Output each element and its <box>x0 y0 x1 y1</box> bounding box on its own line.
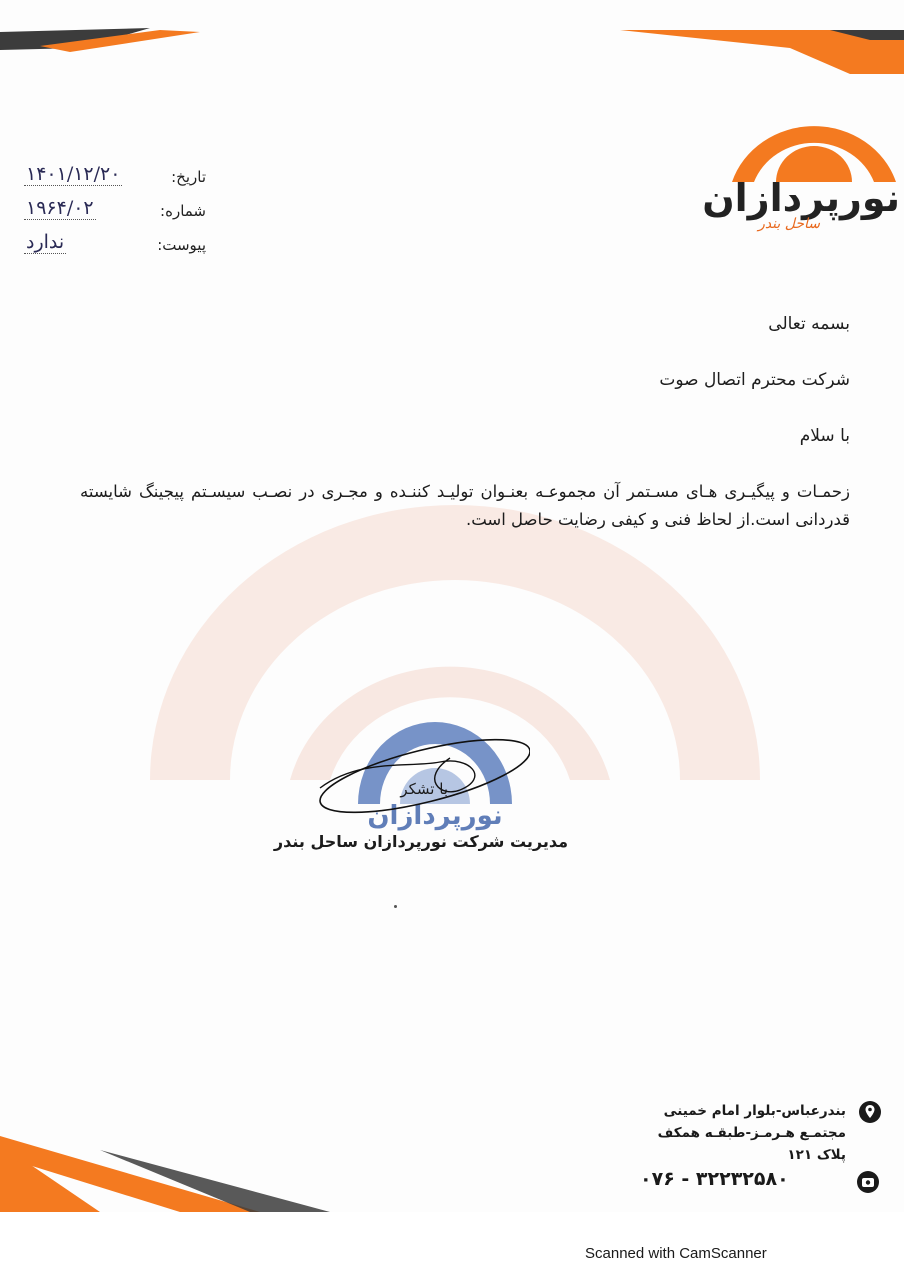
address-line-3: پلاک ۱۲۱ <box>787 1147 846 1163</box>
top-left-corner-decoration <box>0 28 200 54</box>
logo-subtitle: ساحل بندر <box>758 216 820 232</box>
phone-number: ۰۷۶ - ۳۲۲۳۲۵۸۰ <box>640 1168 789 1190</box>
meta-attachment-value: ندارد <box>26 231 65 253</box>
meta-number-value: ۱۹۶۴/۰۲ <box>26 197 94 219</box>
logo-arc-icon <box>724 96 904 186</box>
ink-speck <box>394 905 397 908</box>
phone-icon <box>856 1170 880 1194</box>
company-logo <box>702 96 904 246</box>
invocation: بسمه تعالی <box>768 314 850 334</box>
meta-attachment-label: پیوست: <box>157 236 206 254</box>
meta-date <box>24 152 206 186</box>
location-pin-icon <box>858 1100 882 1124</box>
scanner-footer <box>0 1212 904 1280</box>
greeting: با سلام <box>799 426 850 446</box>
bottom-left-corner-decoration <box>0 1136 330 1212</box>
letter-body: زحمـات و پیگیـری هـای مسـتمر آن مجموعـه بعنـوان تولیـد کننـده و مجـری در نصـب سیسـتم پیجینگ شایسته قدردانی است.از لحاظ فنی و کیفی رضایت حاصل است. <box>80 482 850 529</box>
meta-date-label: تاریخ: <box>171 168 206 186</box>
meta-attachment <box>24 220 206 254</box>
meta-number-label: شماره: <box>160 202 206 220</box>
logo-name: نورپردازان <box>702 176 900 220</box>
closing: با تشکر <box>400 780 448 798</box>
address-line-2: مجتمـع هـرمـز-طبقـه همکف <box>657 1125 846 1141</box>
signature <box>300 718 530 828</box>
top-right-corner-decoration <box>620 28 904 76</box>
camscanner-watermark: Scanned with CamScanner <box>585 1245 767 1262</box>
meta-date-value: ۱۴۰۱/۱۲/۲۰ <box>26 163 121 185</box>
signatory: مدیریت شرکت نورپردازان ساحل بندر <box>273 832 568 851</box>
recipient: شرکت محترم اتصال صوت <box>659 370 850 390</box>
letter-meta <box>24 152 206 254</box>
address-block <box>586 1100 846 1166</box>
address-line-1: بندرعباس-بلوار امام خمینی <box>663 1103 846 1119</box>
svg-text:نورپردازان: نورپردازان <box>367 801 503 831</box>
meta-number <box>24 186 206 220</box>
